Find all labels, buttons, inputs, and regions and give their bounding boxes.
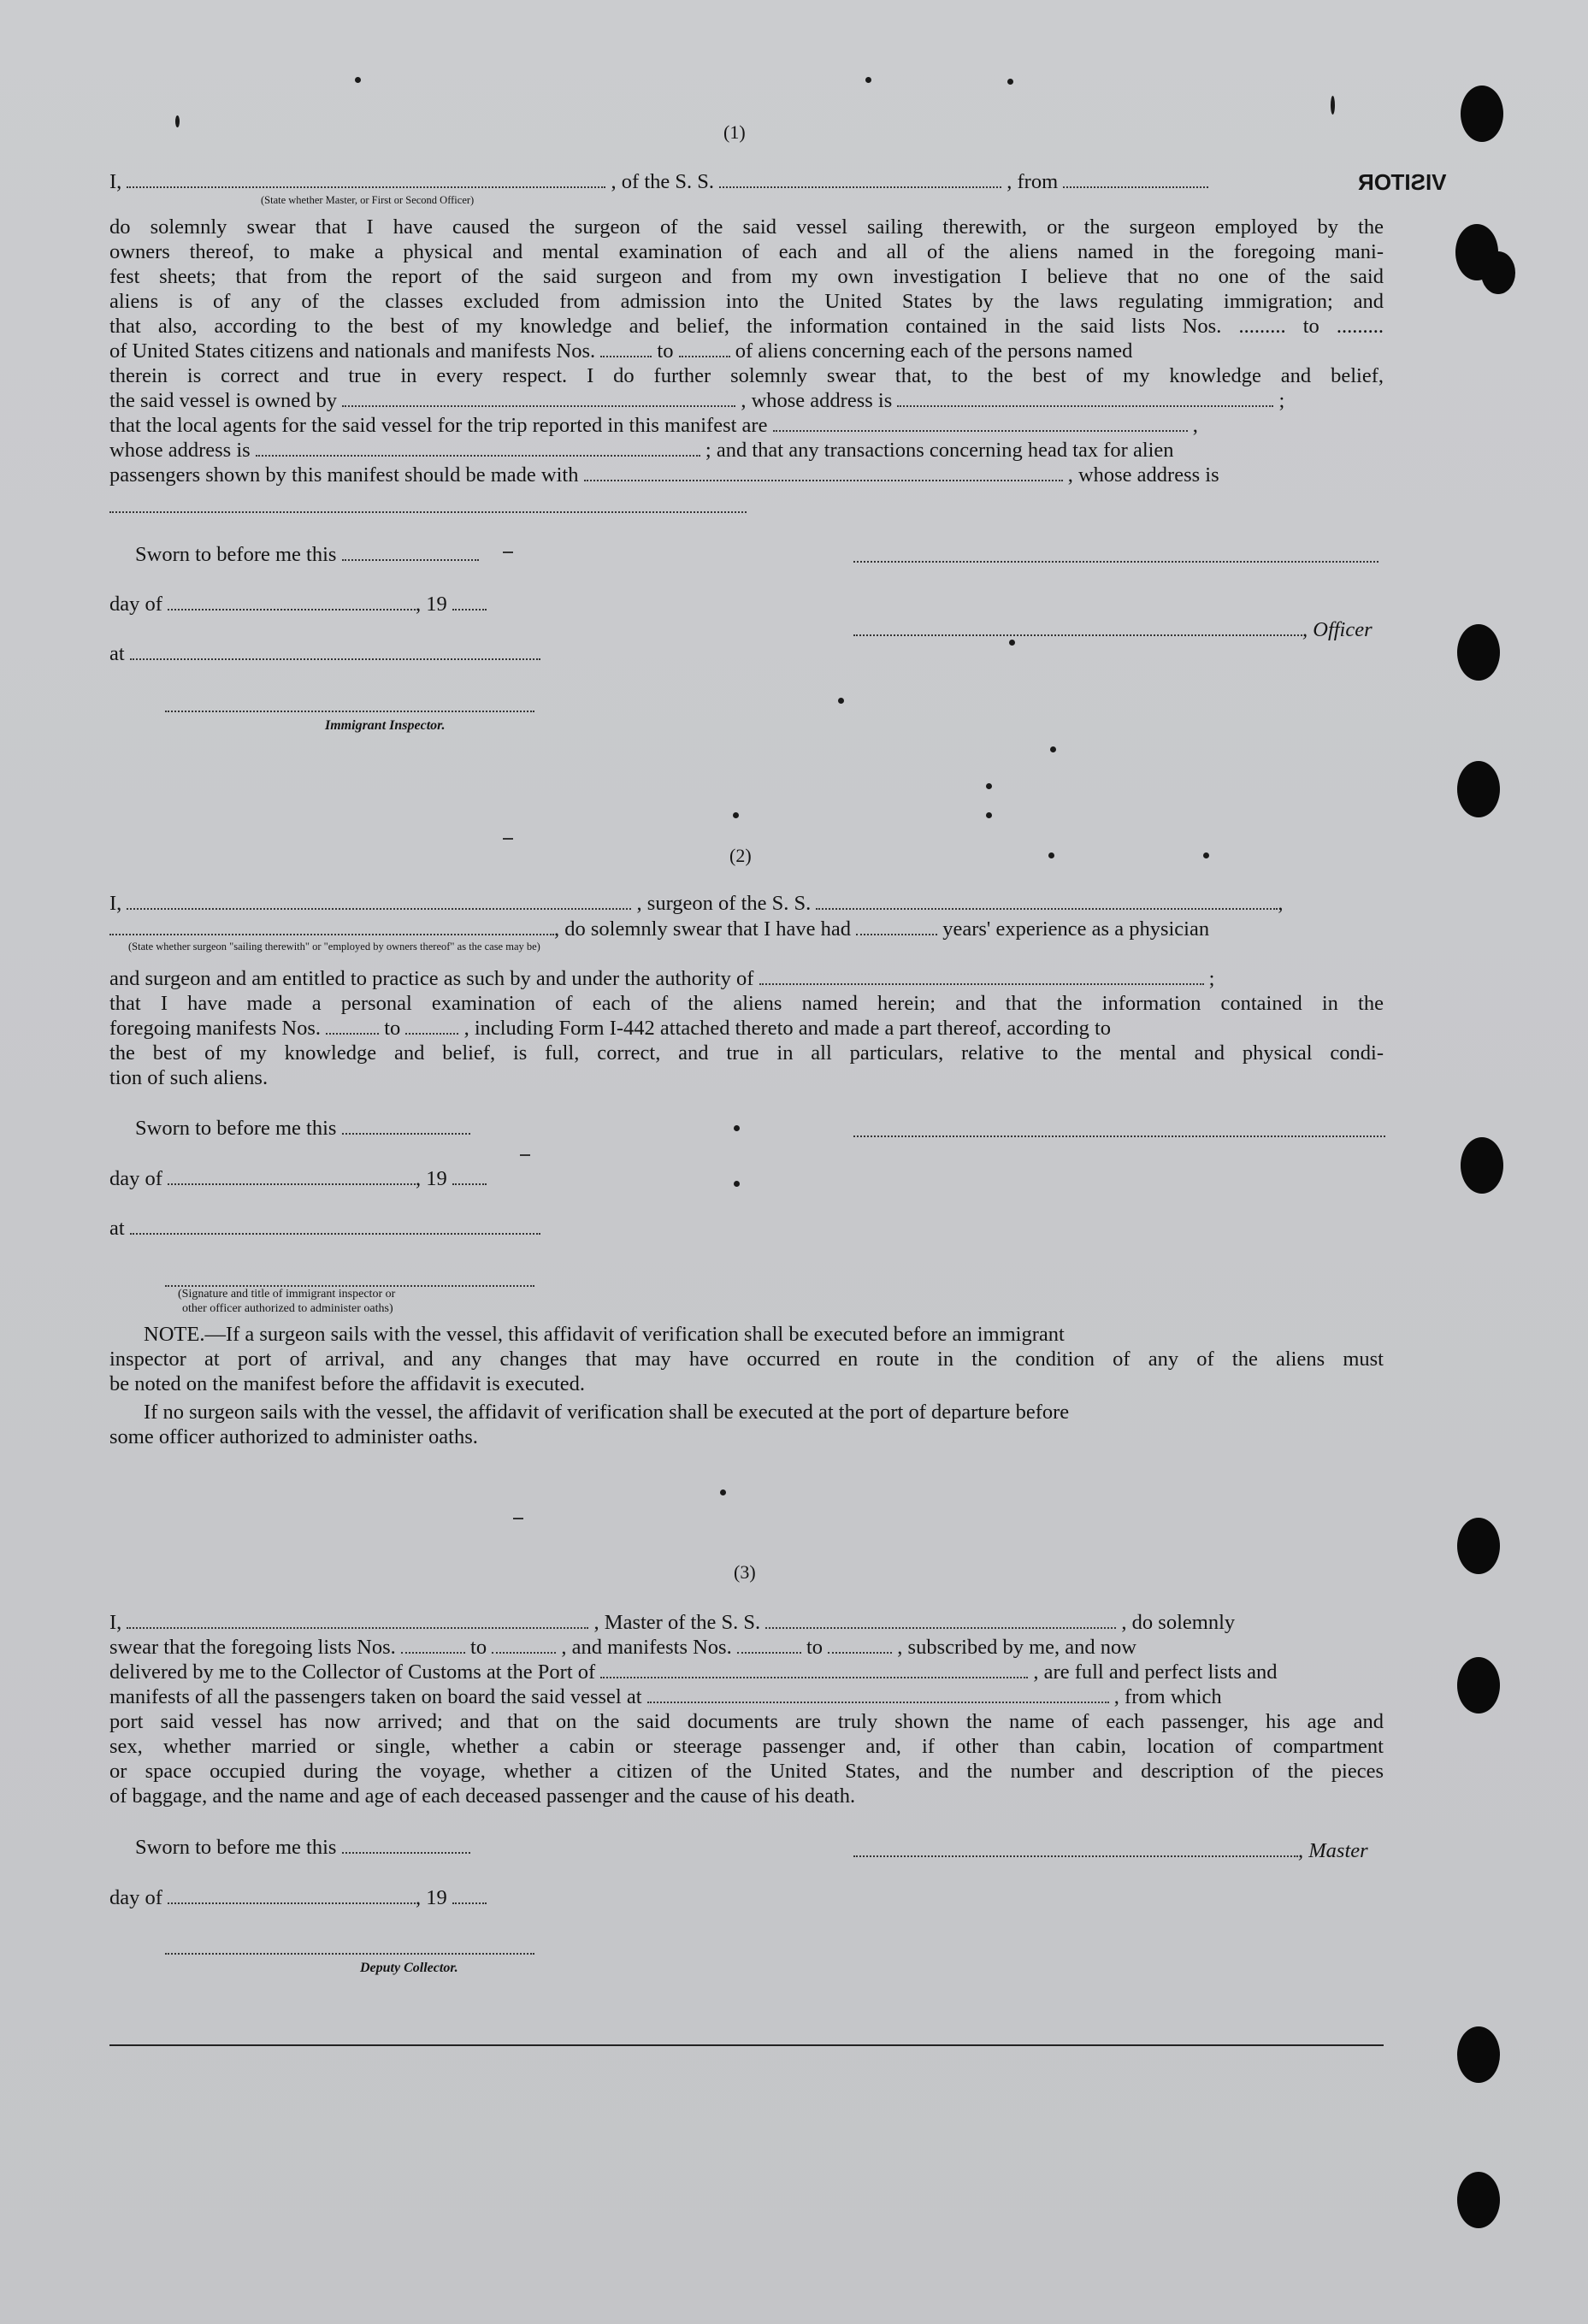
s3-line-4: manifests of all the passengers taken on board the said vessel at , from which (109, 1685, 1222, 1708)
note-line-3: be noted on the manifest before the affidavit is executed. (109, 1372, 586, 1395)
s1-line-5: aliens is of any of the classes excluded from admission into the United States by the laws regulating immigration; and (109, 290, 1384, 313)
s1-line-10: that the local agents for the said vessel for the trip reported in this manifest are , (109, 414, 1198, 437)
s1-officer-caption: (State whether Master, or First or Second Officer) (261, 194, 475, 206)
s3-line-2: swear that the foregoing lists Nos. to , and manifests Nos. to , subscribed by me, and now (109, 1636, 1136, 1659)
section-number-1: (1) (723, 121, 746, 143)
stamp-visitor: VISITOR (1358, 169, 1447, 195)
s1-inspector-line (165, 711, 534, 712)
s3-line-7: or space occupied during the voyage, whether a citizen of the United States, and the number and description of the pieces (109, 1760, 1384, 1783)
punch-hole (1457, 1518, 1500, 1574)
s2-line-5: foregoing manifests Nos. to , including Form I-442 attached thereto and made a part thereof, according to (109, 1017, 1112, 1040)
s1-officer-signature-line (853, 561, 1378, 563)
s3-line-5: port said vessel has now arrived; and that on the said documents are truly shown the name of each passenger, his age and (109, 1710, 1384, 1733)
s1-inspector-caption: Immigrant Inspector. (325, 718, 446, 733)
s3-deputy-caption: Deputy Collector. (360, 1961, 458, 1975)
s1-at: at (109, 641, 554, 666)
s1-line-12: passengers shown by this manifest should be made with , whose address is (109, 463, 1219, 487)
s1-sworn: Sworn to before me this (135, 542, 563, 567)
note-line-5: some officer authorized to administer oaths. (109, 1425, 478, 1448)
s2-inspector-caption-2: other officer authorized to administer oaths) (182, 1302, 393, 1315)
s3-line-3: delivered by me to the Collector of Customs at the Port of , are full and perfect lists and (109, 1660, 1278, 1684)
s1-line-9: the said vessel is owned by , whose address is ; (109, 389, 1285, 412)
s3-sworn: Sworn to before me this (135, 1835, 563, 1860)
punch-hole (1457, 2026, 1500, 2083)
s2-line-6: the best of my knowledge and belief, is full, correct, and true in all particulars, relative to the mental and physical condi- (109, 1041, 1384, 1065)
punch-hole (1457, 2172, 1500, 2228)
s1-line-1: I, , of the S. S. , from (109, 169, 1324, 194)
s1-line-11: whose address is ; and that any transactions concerning head tax for alien (109, 439, 1174, 462)
s3-deputy-line (165, 1953, 534, 1955)
s3-day: day of , 19 (109, 1885, 554, 1910)
s2-line-2: , do solemnly swear that I have had years' experience as a physician (109, 917, 1384, 941)
s1-line-3: owners thereof, to make a physical and mental examination of each and all of the aliens named in the foregoing mani- (109, 240, 1384, 263)
s2-surgeon-caption: (State whether surgeon "sailing therewith" or "employed by owners thereof" as the case may be) (128, 941, 540, 953)
s2-sworn: Sworn to before me this (135, 1116, 563, 1141)
s2-surgeon-signature-line (853, 1135, 1385, 1137)
punch-hole (1461, 1137, 1503, 1194)
s1-line-7: of United States citizens and nationals and manifests Nos. to of aliens concerning each of the persons named (109, 339, 1133, 363)
note-line-2: inspector at port of arrival, and any changes that may have occurred en route in the condition of any of the aliens must (109, 1348, 1384, 1371)
punch-hole (1481, 251, 1515, 294)
punch-hole (1457, 761, 1500, 817)
note-line-4: If no surgeon sails with the vessel, the affidavit of verification shall be executed at the port of departure before (144, 1401, 1070, 1424)
s2-day: day of , 19 (109, 1166, 554, 1191)
s1-line-8: therein is correct and true in every respect. I do further solemnly swear that, to the best of my knowledge and belief, (109, 364, 1384, 387)
s3-line-1: I, , Master of the S. S. , do solemnly (109, 1611, 1236, 1634)
section-number-2: (2) (729, 845, 752, 866)
s3-line-6: sex, whether married or single, whether a cabin or steerage passenger and, if other than cabin, location of compartment (109, 1735, 1384, 1758)
s1-line-4: fest sheets; that from the report of the said surgeon and from my own investigation I believe that no one of the said (109, 265, 1384, 288)
s2-line-7: tion of such aliens. (109, 1066, 269, 1089)
note-line-1: NOTE.—If a surgeon sails with the vessel, this affidavit of verification shall be executed before an immigrant (144, 1323, 1065, 1346)
s1-line-2: do solemnly swear that I have caused the surgeon of the said vessel sailing therewith, or the surgeon employed by the (109, 215, 1384, 239)
s3-line-8: of baggage, and the name and age of each deceased passenger and the cause of his death. (109, 1784, 856, 1808)
section-number-3: (3) (734, 1561, 756, 1583)
s1-address-line (109, 511, 747, 513)
s2-line-4: that I have made a personal examination of each of the aliens named herein; and that the information contained in the (109, 992, 1384, 1015)
s1-line-6: that also, according to the best of my knowledge and belief, the information contained in the said lists Nos. ......... to ......... (109, 315, 1384, 338)
s1-officer: , Officer (853, 617, 1384, 642)
bottom-rule (109, 2044, 1384, 2046)
s2-inspector-caption-1: (Signature and title of immigrant inspector or (178, 1288, 396, 1301)
s1-day: day of , 19 (109, 592, 554, 616)
s2-line-3: and surgeon and am entitled to practice as such by and under the authority of ; (109, 967, 1215, 990)
s2-at: at (109, 1216, 554, 1241)
s2-line-1: I, , surgeon of the S. S. , (109, 892, 1284, 915)
punch-hole (1461, 86, 1503, 142)
s3-master: , Master (853, 1838, 1384, 1863)
punch-hole (1457, 624, 1500, 681)
s2-inspector-line (165, 1285, 534, 1287)
punch-hole (1457, 1657, 1500, 1714)
